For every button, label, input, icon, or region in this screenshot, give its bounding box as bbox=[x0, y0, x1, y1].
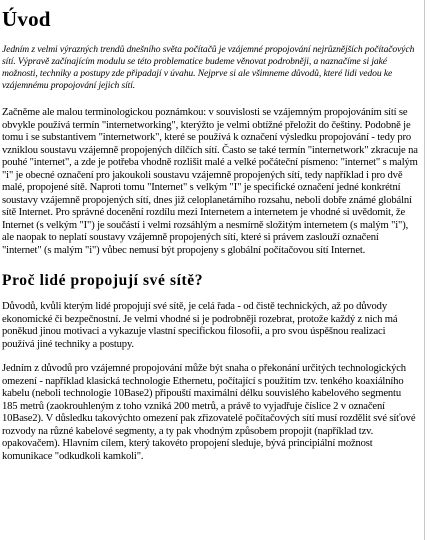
intro-paragraph: Jedním z velmi výrazných trendů dnešního světa počítačů je vzájemné propojování nejrůznějších počítačových sítí. Výpravě začínajícím modulu se této problematice budeme věnovat podrobněji, a naznačíme si jaké možnosti, techniky a postupy zde připadají v úvahu. Nejprve si ale všimneme důvodů, které lidi vedou ke vzájemnému propojování jejich sítí. bbox=[2, 44, 415, 91]
terminology-paragraph: Začněme ale malou terminologickou poznámkou: v souvislosti se vzájemným propojováním sítí se obvykle používá termín "internetworking", kterýžto je velmi obtížné přeložit do češtiny. Podobně je tomu i se substantivem "internetwork", které se používá k označení výsledku propojování - tedy pro vzniklou soustavu vzájemně propojených dílčích sítí. Často se také termín "internetwork" zkracuje na pouhé "internet", a zde je potřeba vhodně rozlišit malé a velké počáteční písmeno: "internet" s malým "i" je obecné označení pro jakoukoli soustavu vzájemně propojených sítí, tedy například i pro dvě malé, propojené sítě. Naproti tomu "Internet" s velkým "I" je specifické označení jedné konkrétní soustavy vzájemně propojených sítí, dnes již celoplanetárního rozsahu, neboli dobře známé globální sítě Internet. Pro správné docenění rozdílu mezi Internetem a internetem je vhodné si uvědomit, že Internet (s velkým "I") je součástí i velmi rozsáhlým a nesmírně složitým internetem (s malým "i"), ale naopak to neplatí soustavy vzájemně propojených sítí, které si právem zaslouží označení "internet" (s malým "i") vůbec nemusí být propojeny s globální počítačovou sítí Internet. bbox=[2, 107, 418, 256]
section-heading: Proč lidé propojují své sítě? bbox=[2, 272, 204, 289]
window-edge bbox=[424, 0, 436, 540]
technology-limits-paragraph: Jedním z důvodů pro vzájemné propojování může být snaha o překonání určitých technologických omezení - například klasická technologie Ethernetu, počítající s použitím tzv. tenkého koaxiálního kabelu (neboli technologie 10Base2) připouští maximální délku souvislého kabelového segmentu 185 metrů (zaokrouhleným z toho vzniká 200 metrů, a právě to vyjadřuje číslice 2 v označení 10Base2). V důsledku takovýchto omezení pak zřizovatelé počítačových sítí musí rozdělit své síťové rozvody na různé kabelové segmenty, a ty pak vhodným způsobem propojit (například tzv. opakovačem). Hlavním cílem, který takovéto propojení sleduje, bývá principiální možnost komunikace "odkudkoli kamkoli". bbox=[2, 363, 416, 462]
page-title: Úvod bbox=[2, 7, 51, 31]
reasons-paragraph: Důvodů, kvůli kterým lidé propojují své sítě, je celá řada - od čistě technických, až po důvody ekonomické či bezpečnostní. Je velmi vhodné si je podrobněji rozebrat, protože každý z nich má poněkud jinou motivaci a vykazuje vlastní specifickou filosofii, a pro svou úspěšnou realizaci používá jiné techniky a postupy. bbox=[2, 301, 398, 350]
